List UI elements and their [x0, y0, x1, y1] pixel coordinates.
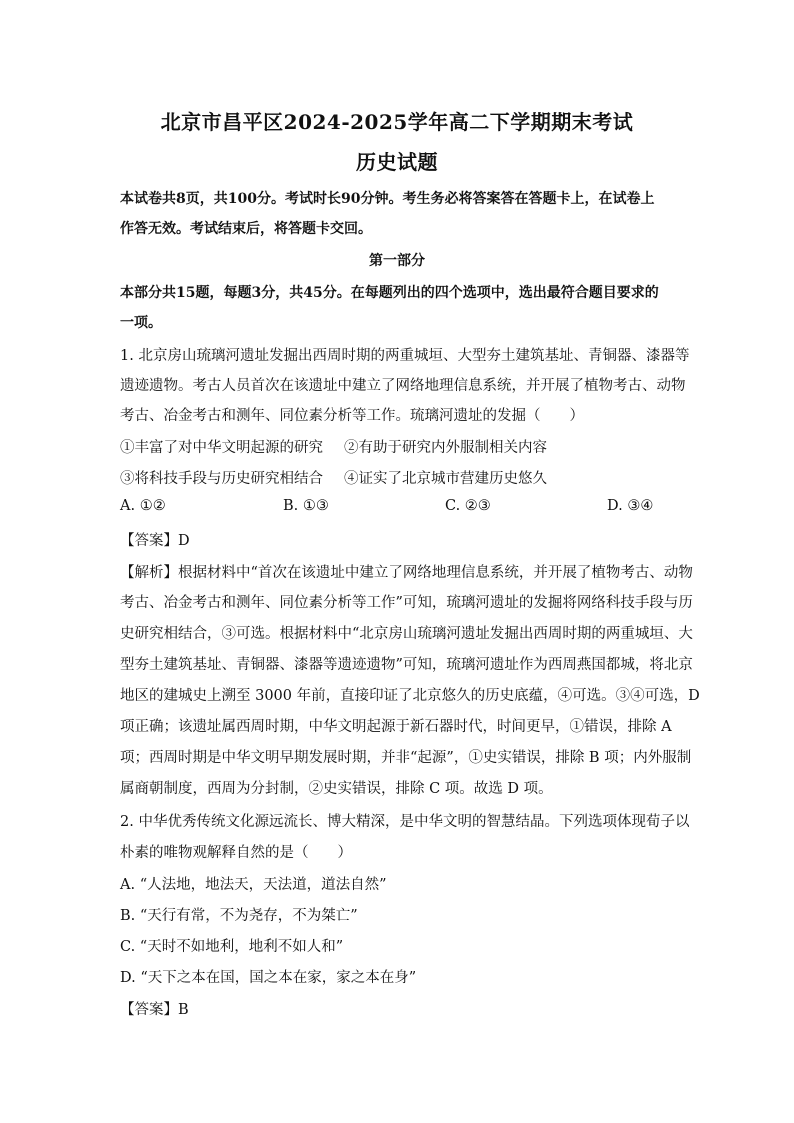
- q1-option-a: A. ①②: [120, 498, 166, 514]
- q2-option-c: C. “天时不如地利，地利不如人和”: [120, 939, 344, 955]
- q1-item-2: ②有助于研究内外服制相关内容: [344, 440, 547, 456]
- q2-option-a: A. “人法地，地法天，天法道，道法自然”: [120, 877, 387, 893]
- q1-answer: 【答案】D: [120, 533, 190, 549]
- q1-analysis-line-7: 项；西周时期是中华文明早期发展时期，并非“起源”，①史实错误，排除 B 项；内外服制: [120, 750, 692, 766]
- q2-stem-line-1: 2. 中华优秀传统文化源远流长、博大精深，是中华文明的智慧结晶。下列选项体现荀子以: [120, 814, 690, 830]
- q1-option-d: D. ③④: [607, 498, 654, 514]
- q2-option-d: D. “天下之本在国，国之本在家，家之本在身”: [120, 970, 417, 986]
- q1-analysis-line-2: 考古、冶金考古和测年、同位素分析等工作”可知，琉璃河遗址的发掘将网络科技手段与历: [120, 595, 693, 611]
- q1-analysis-line-4: 型夯土建筑基址、青铜器、漆器等遗迹遗物”可知，琉璃河遗址作为西周燕国都城，将北京: [120, 657, 693, 673]
- q1-item-4: ④证实了北京城市营建历史悠久: [344, 471, 547, 487]
- q1-item-1: ①丰富了对中华文明起源的研究: [120, 440, 323, 456]
- q2-stem-line-2: 朴素的唯物观解释自然的是（ ）: [120, 845, 352, 861]
- q2-answer: 【答案】B: [120, 1002, 189, 1018]
- q2-option-b: B. “天行有常，不为尧存，不为桀亡”: [120, 908, 358, 924]
- q1-analysis-line-6: 项正确；该遗址属西周时期，中华文明起源于新石器时代，时间更早，①错误，排除 A: [120, 719, 672, 735]
- q1-stem-line-1: 1. 北京房山琉璃河遗址发掘出西周时期的两重城垣、大型夯土建筑基址、青铜器、漆器等: [120, 348, 690, 364]
- exam-subject: 历史试题: [356, 150, 438, 174]
- q1-option-b: B. ①③: [283, 498, 329, 514]
- intro-line-1: 本试卷共8页，共100分。考试时长90分钟。考生务必将答案答在答题卡上，在试卷上: [120, 191, 655, 207]
- section-heading: 第一部分: [369, 253, 425, 269]
- q1-option-c: C. ②③: [445, 498, 491, 514]
- intro-line-2: 作答无效。考试结束后，将答题卡交回。: [120, 221, 372, 237]
- q1-stem-line-2: 遗迹遗物。考古人员首次在该遗址中建立了网络地理信息系统，并开展了植物考古、动物: [120, 378, 686, 394]
- q1-stem-line-3: 考古、冶金考古和测年、同位素分析等工作。琉璃河遗址的发掘（ ）: [120, 408, 584, 424]
- q1-analysis-line-5: 地区的建城史上溯至 3000 年前，直接印证了北京悠久的历史底蕴，④可选。③④可选，D: [120, 688, 700, 704]
- q1-analysis-line-8: 属商朝制度，西周为分封制，②史实错误，排除 C 项。故选 D 项。: [120, 781, 553, 797]
- q1-analysis-line-1: 【解析】根据材料中“首次在该遗址中建立了网络地理信息系统，并开展了植物考古、动物: [120, 565, 693, 581]
- section-instruction-line-1: 本部分共15题，每题3分，共45分。在每题列出的四个选项中，选出最符合题目要求的: [120, 285, 659, 301]
- q1-analysis-line-3: 史研究相结合，③可选。根据材料中“北京房山琉璃河遗址发掘出西周时期的两重城垣、大: [120, 626, 693, 642]
- q1-item-3: ③将科技手段与历史研究相结合: [120, 471, 323, 487]
- exam-title: 北京市昌平区2024-2025学年高二下学期期末考试: [160, 110, 634, 134]
- section-instruction-line-2: 一项。: [120, 315, 162, 331]
